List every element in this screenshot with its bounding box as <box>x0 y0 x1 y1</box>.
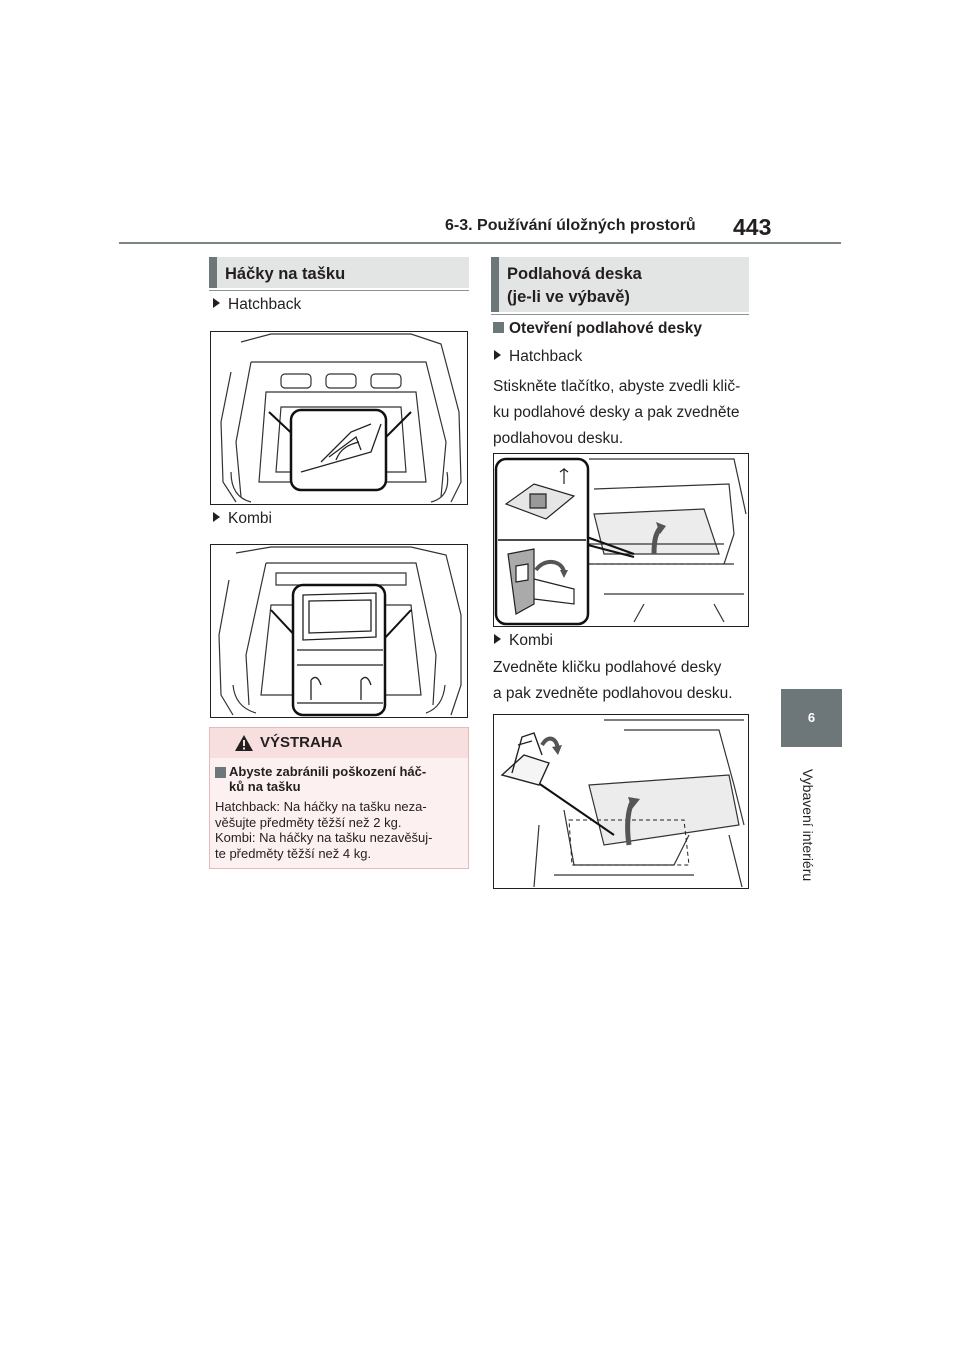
heading-bag-hooks <box>209 257 469 288</box>
header-rule <box>119 242 841 244</box>
label-kombi-left-text: Kombi <box>228 510 272 527</box>
kombi-instructions: Zvedněte kličku podlahové desky a pak zvedněte podlahovou desku. <box>493 659 733 702</box>
chapter-tab[interactable]: 6 <box>781 689 842 747</box>
triangle-bullet-icon <box>494 350 501 360</box>
subheading-text: Otevření podlahové desky <box>509 320 702 337</box>
label-hatchback-right <box>494 344 582 370</box>
warning-subtitle-wrap <box>215 764 465 794</box>
subheading-open-floor-board <box>493 320 702 338</box>
page-number: 443 <box>733 214 772 240</box>
warning-triangle-icon <box>234 734 254 752</box>
label-hatchback-left-text: Hatchback <box>228 296 302 313</box>
label-kombi-right <box>494 628 553 654</box>
triangle-bullet-icon <box>213 512 220 522</box>
warning-subtitle: Abyste zabránili poškození háč- ků na tašku <box>229 764 427 794</box>
heading-bag-hooks-text: Háčky na tašku <box>225 265 346 283</box>
label-hatchback-left <box>213 292 301 318</box>
hatchback-trunk-illustration <box>211 332 467 504</box>
figure-kombi-floor <box>493 714 749 889</box>
chapter-label <box>778 760 838 890</box>
heading-floor-board-text: Podlahová deska (je-li ve výbavě) <box>507 265 642 306</box>
label-kombi-right-text: Kombi <box>509 632 553 649</box>
kombi-trunk-illustration <box>211 545 467 717</box>
hatchback-instructions: Stiskněte tlačítko, abyste zvedli klič- ku podlahové desky a pak zvedněte podlahovou desku. <box>493 378 741 447</box>
warning-title: VÝSTRAHA <box>260 734 343 751</box>
square-bullet-icon <box>215 767 226 778</box>
figure-kombi-hooks <box>210 544 468 718</box>
warning-body: Hatchback: Na háčky na tašku neza- věšujte předměty těžší než 2 kg. Kombi: Na háčky na tašku nezavěšuj- te předměty těžší než 4 kg. <box>215 799 433 861</box>
heading-floor-board <box>491 257 749 312</box>
warning-box <box>209 727 469 869</box>
triangle-bullet-icon <box>213 298 220 308</box>
square-bullet-icon <box>493 322 504 333</box>
kombi-floor-illustration <box>494 715 748 888</box>
chapter-label-text: Vybavení interiéru <box>800 768 816 882</box>
label-hatchback-right-text: Hatchback <box>509 348 583 365</box>
label-kombi-left <box>213 506 272 532</box>
figure-hatchback-hooks <box>210 331 468 505</box>
section-title: 6-3. Používání úložných prostorů <box>445 217 696 234</box>
hatchback-floor-illustration <box>494 454 748 626</box>
figure-hatchback-floor <box>493 453 749 627</box>
triangle-bullet-icon <box>494 634 501 644</box>
